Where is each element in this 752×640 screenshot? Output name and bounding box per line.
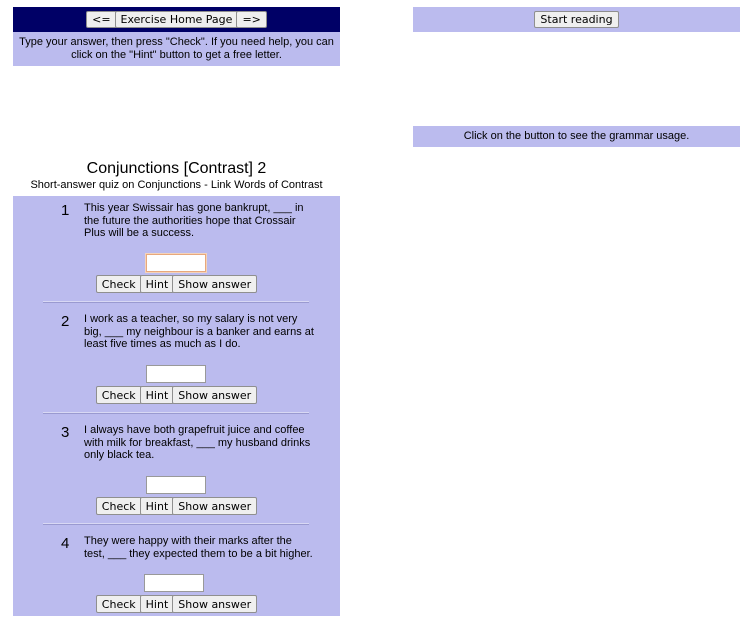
answer-input[interactable] bbox=[144, 574, 204, 592]
question-item bbox=[13, 307, 340, 418]
grammar-usage-text: Click on the button to see the grammar usage. bbox=[413, 126, 740, 147]
hint-button[interactable]: Hint bbox=[140, 386, 175, 404]
question-text: This year Swissair has gone bankrupt, ___ in the future the authorities hope that Crossair Plus will be a success. bbox=[84, 202, 304, 239]
question-number: 2 bbox=[61, 313, 70, 330]
question-item bbox=[13, 196, 340, 307]
check-button[interactable]: Check bbox=[96, 275, 142, 293]
answer-input[interactable] bbox=[146, 254, 206, 272]
question-divider bbox=[43, 523, 309, 525]
check-button[interactable]: Check bbox=[96, 497, 142, 515]
question-divider bbox=[43, 301, 309, 303]
question-number: 1 bbox=[61, 202, 70, 219]
quiz-title: Conjunctions [Contrast] 2 bbox=[86, 160, 267, 177]
next-exercise-button[interactable]: => bbox=[236, 11, 266, 28]
show-answer-button[interactable]: Show answer bbox=[172, 386, 257, 404]
reading-bar bbox=[413, 7, 740, 32]
question-button-row bbox=[13, 386, 340, 404]
hint-button[interactable]: Hint bbox=[140, 595, 175, 613]
start-reading-button[interactable]: Start reading bbox=[534, 11, 618, 28]
question-divider bbox=[43, 412, 309, 414]
show-answer-button[interactable]: Show answer bbox=[172, 275, 257, 293]
question-text: I always have both grapefruit juice and coffee with milk for breakfast, ___ my husband drinks only black tea. bbox=[84, 424, 311, 461]
exercise-home-button[interactable]: Exercise Home Page bbox=[115, 11, 239, 28]
show-answer-button[interactable]: Show answer bbox=[172, 595, 257, 613]
question-button-row bbox=[13, 497, 340, 515]
check-button[interactable]: Check bbox=[96, 595, 142, 613]
question-text: They were happy with their marks after the test, ___ they expected them to be a bit higher. bbox=[84, 535, 313, 560]
show-answer-button[interactable]: Show answer bbox=[172, 497, 257, 515]
question-number: 4 bbox=[61, 535, 70, 552]
instructions-text: Type your answer, then press "Check". If you need help, you can click on the "Hint" button to get a free letter. bbox=[13, 32, 340, 66]
question-panel bbox=[13, 196, 340, 616]
question-text: I work as a teacher, so my salary is not very big, ___ my neighbour is a banker and earns at least five times as much as I do. bbox=[84, 313, 314, 350]
answer-input[interactable] bbox=[146, 476, 206, 494]
question-button-row bbox=[13, 595, 340, 613]
hint-button[interactable]: Hint bbox=[140, 497, 175, 515]
prev-exercise-button[interactable]: <= bbox=[86, 11, 116, 28]
question-item bbox=[13, 529, 340, 640]
question-button-row bbox=[13, 275, 340, 293]
answer-input[interactable] bbox=[146, 365, 206, 383]
hint-button[interactable]: Hint bbox=[140, 275, 175, 293]
check-button[interactable]: Check bbox=[96, 386, 142, 404]
nav-bar bbox=[13, 7, 340, 32]
quiz-subtitle: Short-answer quiz on Conjunctions - Link Words of Contrast bbox=[30, 179, 323, 191]
question-number: 3 bbox=[61, 424, 70, 441]
question-item bbox=[13, 418, 340, 529]
